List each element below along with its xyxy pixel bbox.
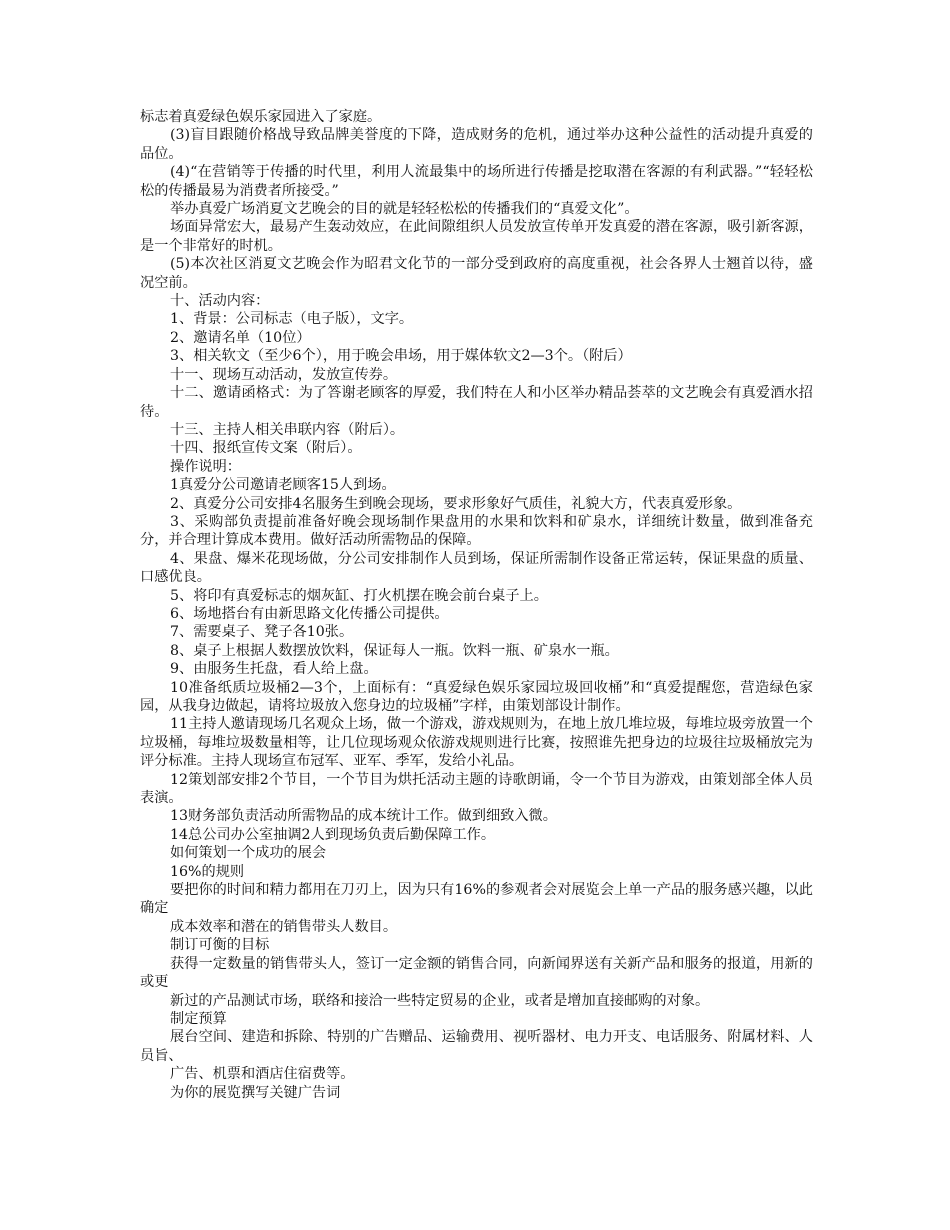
paragraph: 3、相关软文（至少6个），用于晚会串场，用于媒体软文2—3个。（附后）: [170, 348, 632, 365]
paragraph: 要把你的时间和精力都用在刀刃上，因为只有16%的参观者会对展览会上单一产品的服务感兴趣，以此确定: [140, 882, 813, 917]
paragraph: 2、邀请名单（10位）: [170, 329, 311, 346]
paragraph: 13财务部负责活动所需物品的成本统计工作。做到细致入微。: [170, 808, 557, 825]
paragraph: 1、背景：公司标志（电子版），文字。: [170, 311, 414, 328]
paragraph: 为你的展览撰写关键广告词: [170, 1084, 341, 1101]
paragraph: 举办真爱广场消夏文艺晚会的目的就是轻轻松松的传播我们的“真爱文化”。: [170, 201, 639, 218]
paragraph: 场面异常宏大，最易产生轰动效应，在此间隙组织人员发放宣传单开发真爱的潜在客源，吸引新客源，是一个非常好的时机。: [140, 219, 813, 254]
paragraph: 16%的规则: [170, 863, 245, 880]
paragraph: 制定预算: [170, 1010, 227, 1027]
paragraph: (5)本次社区消夏文艺晚会作为昭君文化节的一部分受到政府的高度重视，社会各界人士翘首以待，盛况空前。: [140, 256, 813, 291]
paragraph: 10准备纸质垃圾桶2—3个，上面标有：“真爱绿色娱乐家园垃圾回收桶”和“真爱提醒您，营造绿色家园，从我身边做起，请将垃圾放入您身边的垃圾桶”字样，由策划部设计制作。: [140, 679, 813, 714]
paragraph: 成本效率和潜在的销售带头人数目。: [170, 918, 398, 935]
paragraph: 操作说明：: [170, 458, 241, 475]
paragraph: 5、将印有真爱标志的烟灰缸、打火机摆在晚会前台桌子上。: [170, 587, 548, 604]
paragraph: 如何策划一个成功的展会: [170, 845, 327, 862]
paragraph: 9、由服务生托盘，看人给上盘。: [170, 661, 378, 678]
paragraph: 11主持人邀请现场几名观众上场，做一个游戏，游戏规则为，在地上放几堆垃圾，每堆垃圾旁放置一个垃圾桶，每堆垃圾数量相等，让几位现场观众依游戏规则进行比赛，按照谁先把身边的垃圾往垃圾桶放完为评分标准。主持人现场宣布冠军、亚军、季军，发给小礼品。: [140, 716, 813, 770]
paragraph: 十三、主持人相关串联内容（附后）。: [170, 421, 405, 438]
paragraph: 十四、报纸宣传文案（附后）。: [170, 440, 362, 457]
paragraph: 2、真爱分公司安排4名服务生到晚会现场，要求形象好气质佳，礼貌大方，代表真爱形象。: [170, 495, 742, 512]
paragraph: 标志着真爱绿色娱乐家园进入了家庭。: [140, 109, 382, 125]
paragraph: 1真爱分公司邀请老顾客15人到场。: [170, 477, 396, 494]
paragraph: (3)盲目跟随价格战导致品牌美誉度的下降，造成财务的危机，通过举办这种公益性的活动提升真爱的品位。: [140, 127, 813, 162]
paragraph: 新过的产品测试市场，联络和接洽一些特定贸易的企业，或者是增加直接邮购的对象。: [170, 992, 710, 1009]
paragraph: 6、场地搭台有由新思路文化传播公司提供。: [170, 605, 449, 622]
paragraph: 14总公司办公室抽调2人到现场负责后勤保障工作。: [170, 826, 496, 843]
paragraph: 十一、现场互动活动，发放宣传券。: [170, 366, 398, 383]
paragraph: 制订可衡的目标: [170, 937, 270, 954]
paragraph: 7、需要桌子、凳子各10张。: [170, 624, 354, 641]
paragraph: 获得一定数量的销售带头人，签订一定金额的销售合同，向新闻界送有关新产品和服务的报道，用新的或更: [140, 955, 813, 991]
paragraph: 8、桌子上根据人数摆放饮料，保证每人一瓶。饮料一瓶、矿泉水一瓶。: [170, 642, 619, 659]
paragraph: 广告、机票和酒店住宿费等。: [170, 1066, 355, 1083]
paragraph: 十二、邀请函格式：为了答谢老顾客的厚爱，我们特在人和小区举办精品荟萃的文艺晚会有真爱酒水招待。: [140, 385, 813, 420]
paragraph: 12策划部安排2个节目，一个节目为烘托活动主题的诗歌朗诵，令一个节目为游戏，由策划部全体人员表演。: [140, 771, 813, 807]
paragraph: 十、活动内容：: [170, 293, 270, 310]
paragraph: 3、采购部负责提前准备好晚会现场制作果盘用的水果和饮料和矿泉水，详细统计数量，做到准备充分，并合理计算成本费用。做好活动所需物品的保障。: [140, 513, 813, 549]
document-body: [140, 108, 813, 1102]
paragraph: 展台空间、建造和拆除、特别的广告赠品、运输费用、视听器材、电力开支、电话服务、附属材料、人员旨、: [140, 1029, 813, 1064]
paragraph: (4)“在营销等于传播的时代里，利用人流最集中的场所进行传播是挖取潜在客源的有利武器。”“轻轻松松的传播最易为消费者所接受。”: [140, 164, 813, 199]
paragraph: 4、果盘、爆米花现场做，分公司安排制作人员到场，保证所需制作设备正常运转，保证果盘的质量、口感优良。: [140, 550, 813, 586]
